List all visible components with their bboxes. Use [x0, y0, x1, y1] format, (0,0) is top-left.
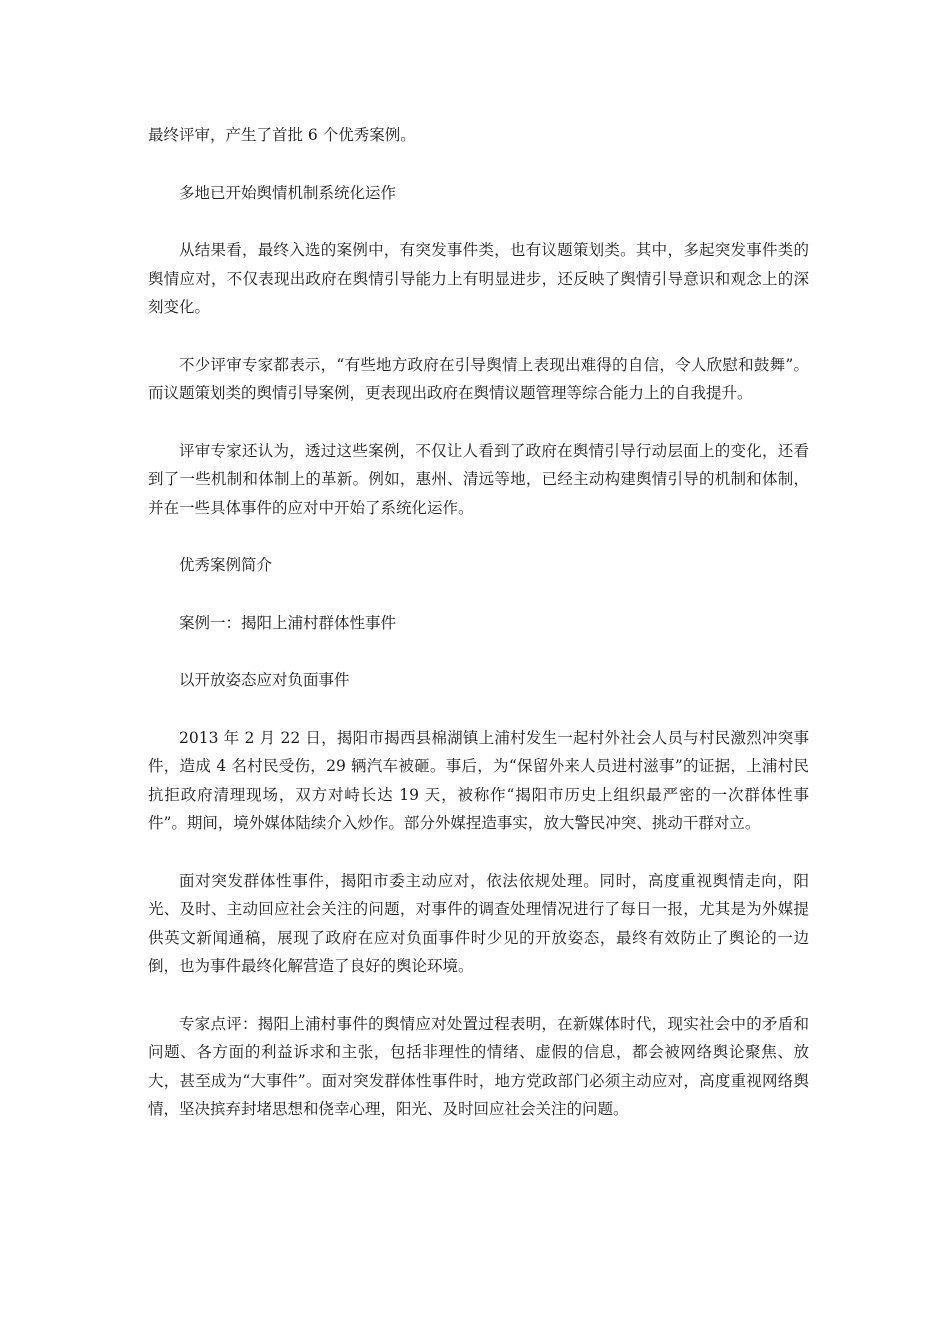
article-body [148, 121, 809, 1153]
section-heading-case-intro: 优秀案例简介 [179, 556, 273, 574]
paragraph-case-one-expert-comment: 专家点评：揭阳上浦村事件的舆情应对处置过程表明，在新媒体时代，现实社会中的矛盾和问题、各方面的利益诉求和主张，包括非理性的情绪、虚假的信息，都会被网络舆论聚焦、放大，甚至成为“大事件”。面对突发群体性事件时，地方党政部门必须主动应对，高度重视网络舆情，坚决摈弃封堵思想和侥幸心理，阳光、及时回应社会关注的问题。 [148, 1014, 809, 1118]
paragraph-case-one-response: 面对突发群体性事件，揭阳市委主动应对，依法依规处理。同时，高度重视舆情走向，阳光、及时、主动回应社会关注的问题，对事件的调查处理情况进行了每日一报，尤其是为外媒提供英文新闻通稿，展现了政府在应对负面事件时少见的开放姿态，最终有效防止了舆论的一边倒，也为事件最终化解营造了良好的舆论环境。 [148, 871, 809, 975]
paragraph-case-one-event: 2013 年 2 月 22 日，揭阳市揭西县棉湖镇上浦村发生一起村外社会人员与村民激烈冲突事件，造成 4 名村民受伤，29 辆汽车被砸。事后，为“保留外来人员进村滋事”的证据，上浦村民抗拒政府清理现场，双方对峙长达 19 天，被称作“揭阳市历史上组织最严密的一次群体性事件”。期间，境外媒体陆续介入炒作。部分外媒捏造事实，放大警民冲突、挑动干群对立。 [148, 728, 809, 832]
paragraph-results-overview: 从结果看，最终入选的案例中，有突发事件类，也有议题策划类。其中，多起突发事件类的舆情应对，不仅表现出政府在舆情引导能力上有明显进步，还反映了舆情引导意识和观念上的深刻变化。 [148, 241, 809, 316]
paragraph-review-result: 最终评审，产生了首批 6 个优秀案例。 [148, 126, 416, 144]
paragraph-institutional-change: 评审专家还认为，透过这些案例，不仅让人看到了政府在舆情引导行动层面上的变化，还看到了一些机制和体制上的革新。例如，惠州、清远等地，已经主动构建舆情引导的机制和体制，并在一些具体事件的应对中开始了系统化运作。 [148, 441, 809, 517]
section-heading-mechanism: 多地已开始舆情机制系统化运作 [179, 183, 397, 202]
paragraph-expert-quotes: 不少评审专家都表示，“有些地方政府在引导舆情上表现出难得的自信，令人欣慰和鼓舞”。而议题策划类的舆情引导案例，更表现出政府在舆情议题管理等综合能力上的自我提升。 [148, 355, 809, 402]
case-one-subtitle: 以开放姿态应对负面事件 [179, 671, 350, 689]
case-one-title: 案例一：揭阳上浦村群体性事件 [179, 613, 397, 632]
